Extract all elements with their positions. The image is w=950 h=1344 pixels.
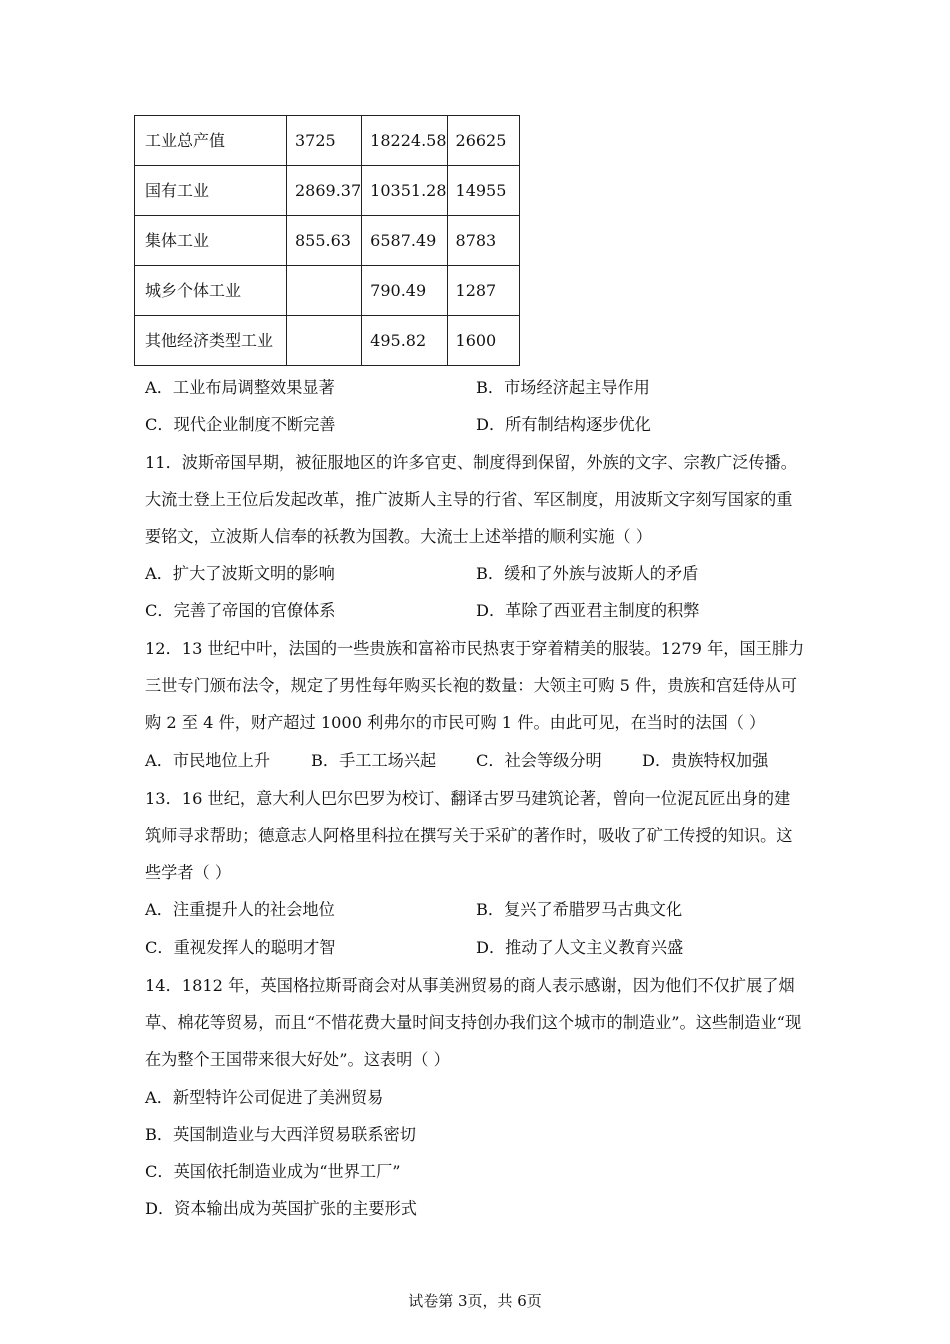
q11-option-d: D．革除了西亚君主制度的积弊	[476, 601, 700, 620]
q11-option-b: B．缓和了外族与波斯人的矛盾	[476, 564, 699, 583]
q12-option-d: D．贵族特权加强	[642, 751, 769, 770]
q12-stem-line-2: 三世专门颁布法令，规定了男性每年购买长袍的数量：大领主可购 5 件，贵族和宫廷侍从可	[145, 676, 797, 695]
table-cell: 18224.58	[362, 116, 447, 166]
q11-option-c: C．完善了帝国的官僚体系	[145, 601, 336, 620]
q14-stem-line-2: 草、棉花等贸易，而且“不惜花费大量时间支持创办我们这个城市的制造业”。这些制造业“现	[145, 1013, 802, 1032]
table-cell	[287, 316, 362, 366]
q10-option-b: B．市场经济起主导作用	[476, 378, 650, 397]
q12-option-a: A．市民地位上升	[145, 751, 271, 770]
table-cell: 495.82	[362, 316, 447, 366]
q13-option-c: C．重视发挥人的聪明才智	[145, 938, 336, 957]
q13-stem-line-3: 些学者（ ）	[145, 863, 232, 882]
table-cell: 8783	[447, 216, 519, 266]
table-cell: 其他经济类型工业	[135, 316, 287, 366]
q11-stem-line-2: 大流士登上王位后发起改革，推广波斯人主导的行省、军区制度，用波斯文字刻写国家的重	[145, 490, 793, 509]
page-footer: 试卷第 3页，共 6页	[408, 1292, 542, 1310]
q10-option-c: C．现代企业制度不断完善	[145, 415, 336, 434]
table-row	[135, 266, 520, 316]
q14-stem-line-3: 在为整个王国带来很大好处”。这表明（ ）	[145, 1050, 450, 1069]
q10-option-a: A．工业布局调整效果显著	[145, 378, 335, 397]
table-cell	[287, 266, 362, 316]
table-row	[135, 166, 520, 216]
q10-option-d: D．所有制结构逐步优化	[476, 415, 651, 434]
table-row	[135, 116, 520, 166]
table-cell: 6587.49	[362, 216, 447, 266]
table-cell: 3725	[287, 116, 362, 166]
table-cell: 工业总产值	[135, 116, 287, 166]
q13-stem-line-1: 13．16 世纪，意大利人巴尔巴罗为校订、翻译古罗马建筑论著，曾向一位泥瓦匠出身的建	[145, 789, 791, 808]
q14-option-c: C．英国依托制造业成为“世界工厂”	[145, 1162, 401, 1181]
table-cell: 集体工业	[135, 216, 287, 266]
q13-stem-line-2: 筑师寻求帮助；德意志人阿格里科拉在撰写关于采矿的著作时，吸收了矿工传授的知识。这	[145, 826, 793, 845]
q14-option-a: A．新型特许公司促进了美洲贸易	[145, 1088, 384, 1107]
table-row	[135, 216, 520, 266]
q12-option-b: B．手工工场兴起	[311, 751, 437, 770]
q14-option-b: B．英国制造业与大西洋贸易联系密切	[145, 1125, 416, 1144]
table-cell: 1600	[447, 316, 519, 366]
table-cell: 国有工业	[135, 166, 287, 216]
q11-stem-line-1: 11．波斯帝国早期，被征服地区的许多官吏、制度得到保留，外族的文字、宗教广泛传播。	[145, 453, 797, 472]
table-cell: 1287	[447, 266, 519, 316]
q12-option-c: C．社会等级分明	[476, 751, 602, 770]
table-cell: 790.49	[362, 266, 447, 316]
table-cell: 26625	[447, 116, 519, 166]
table-row	[135, 316, 520, 366]
q13-option-b: B．复兴了希腊罗马古典文化	[476, 900, 683, 919]
q13-option-d: D．推动了人文主义教育兴盛	[476, 938, 684, 957]
q12-stem-line-3: 购 2 至 4 件，财产超过 1000 利弗尔的市民可购 1 件。由此可见，在当时的法国（ ）	[145, 713, 766, 732]
table-cell: 2869.37	[287, 166, 362, 216]
q13-option-a: A．注重提升人的社会地位	[145, 900, 335, 919]
industry-output-table	[134, 115, 520, 366]
q14-option-d: D．资本输出成为英国扩张的主要形式	[145, 1199, 417, 1218]
table-cell: 10351.28	[362, 166, 447, 216]
table-cell: 14955	[447, 166, 519, 216]
q11-option-a: A．扩大了波斯文明的影响	[145, 564, 335, 583]
q11-stem-line-3: 要铭文，立波斯人信奉的袄教为国教。大流士上述举措的顺利实施（ ）	[145, 527, 652, 546]
q12-stem-line-1: 12．13 世纪中叶，法国的一些贵族和富裕市民热衷于穿着精美的服装。1279 年，国王腓力	[145, 639, 805, 658]
table-cell: 855.63	[287, 216, 362, 266]
table-cell: 城乡个体工业	[135, 266, 287, 316]
q14-stem-line-1: 14．1812 年，英国格拉斯哥商会对从事美洲贸易的商人表示感谢，因为他们不仅扩展了烟	[145, 976, 795, 995]
